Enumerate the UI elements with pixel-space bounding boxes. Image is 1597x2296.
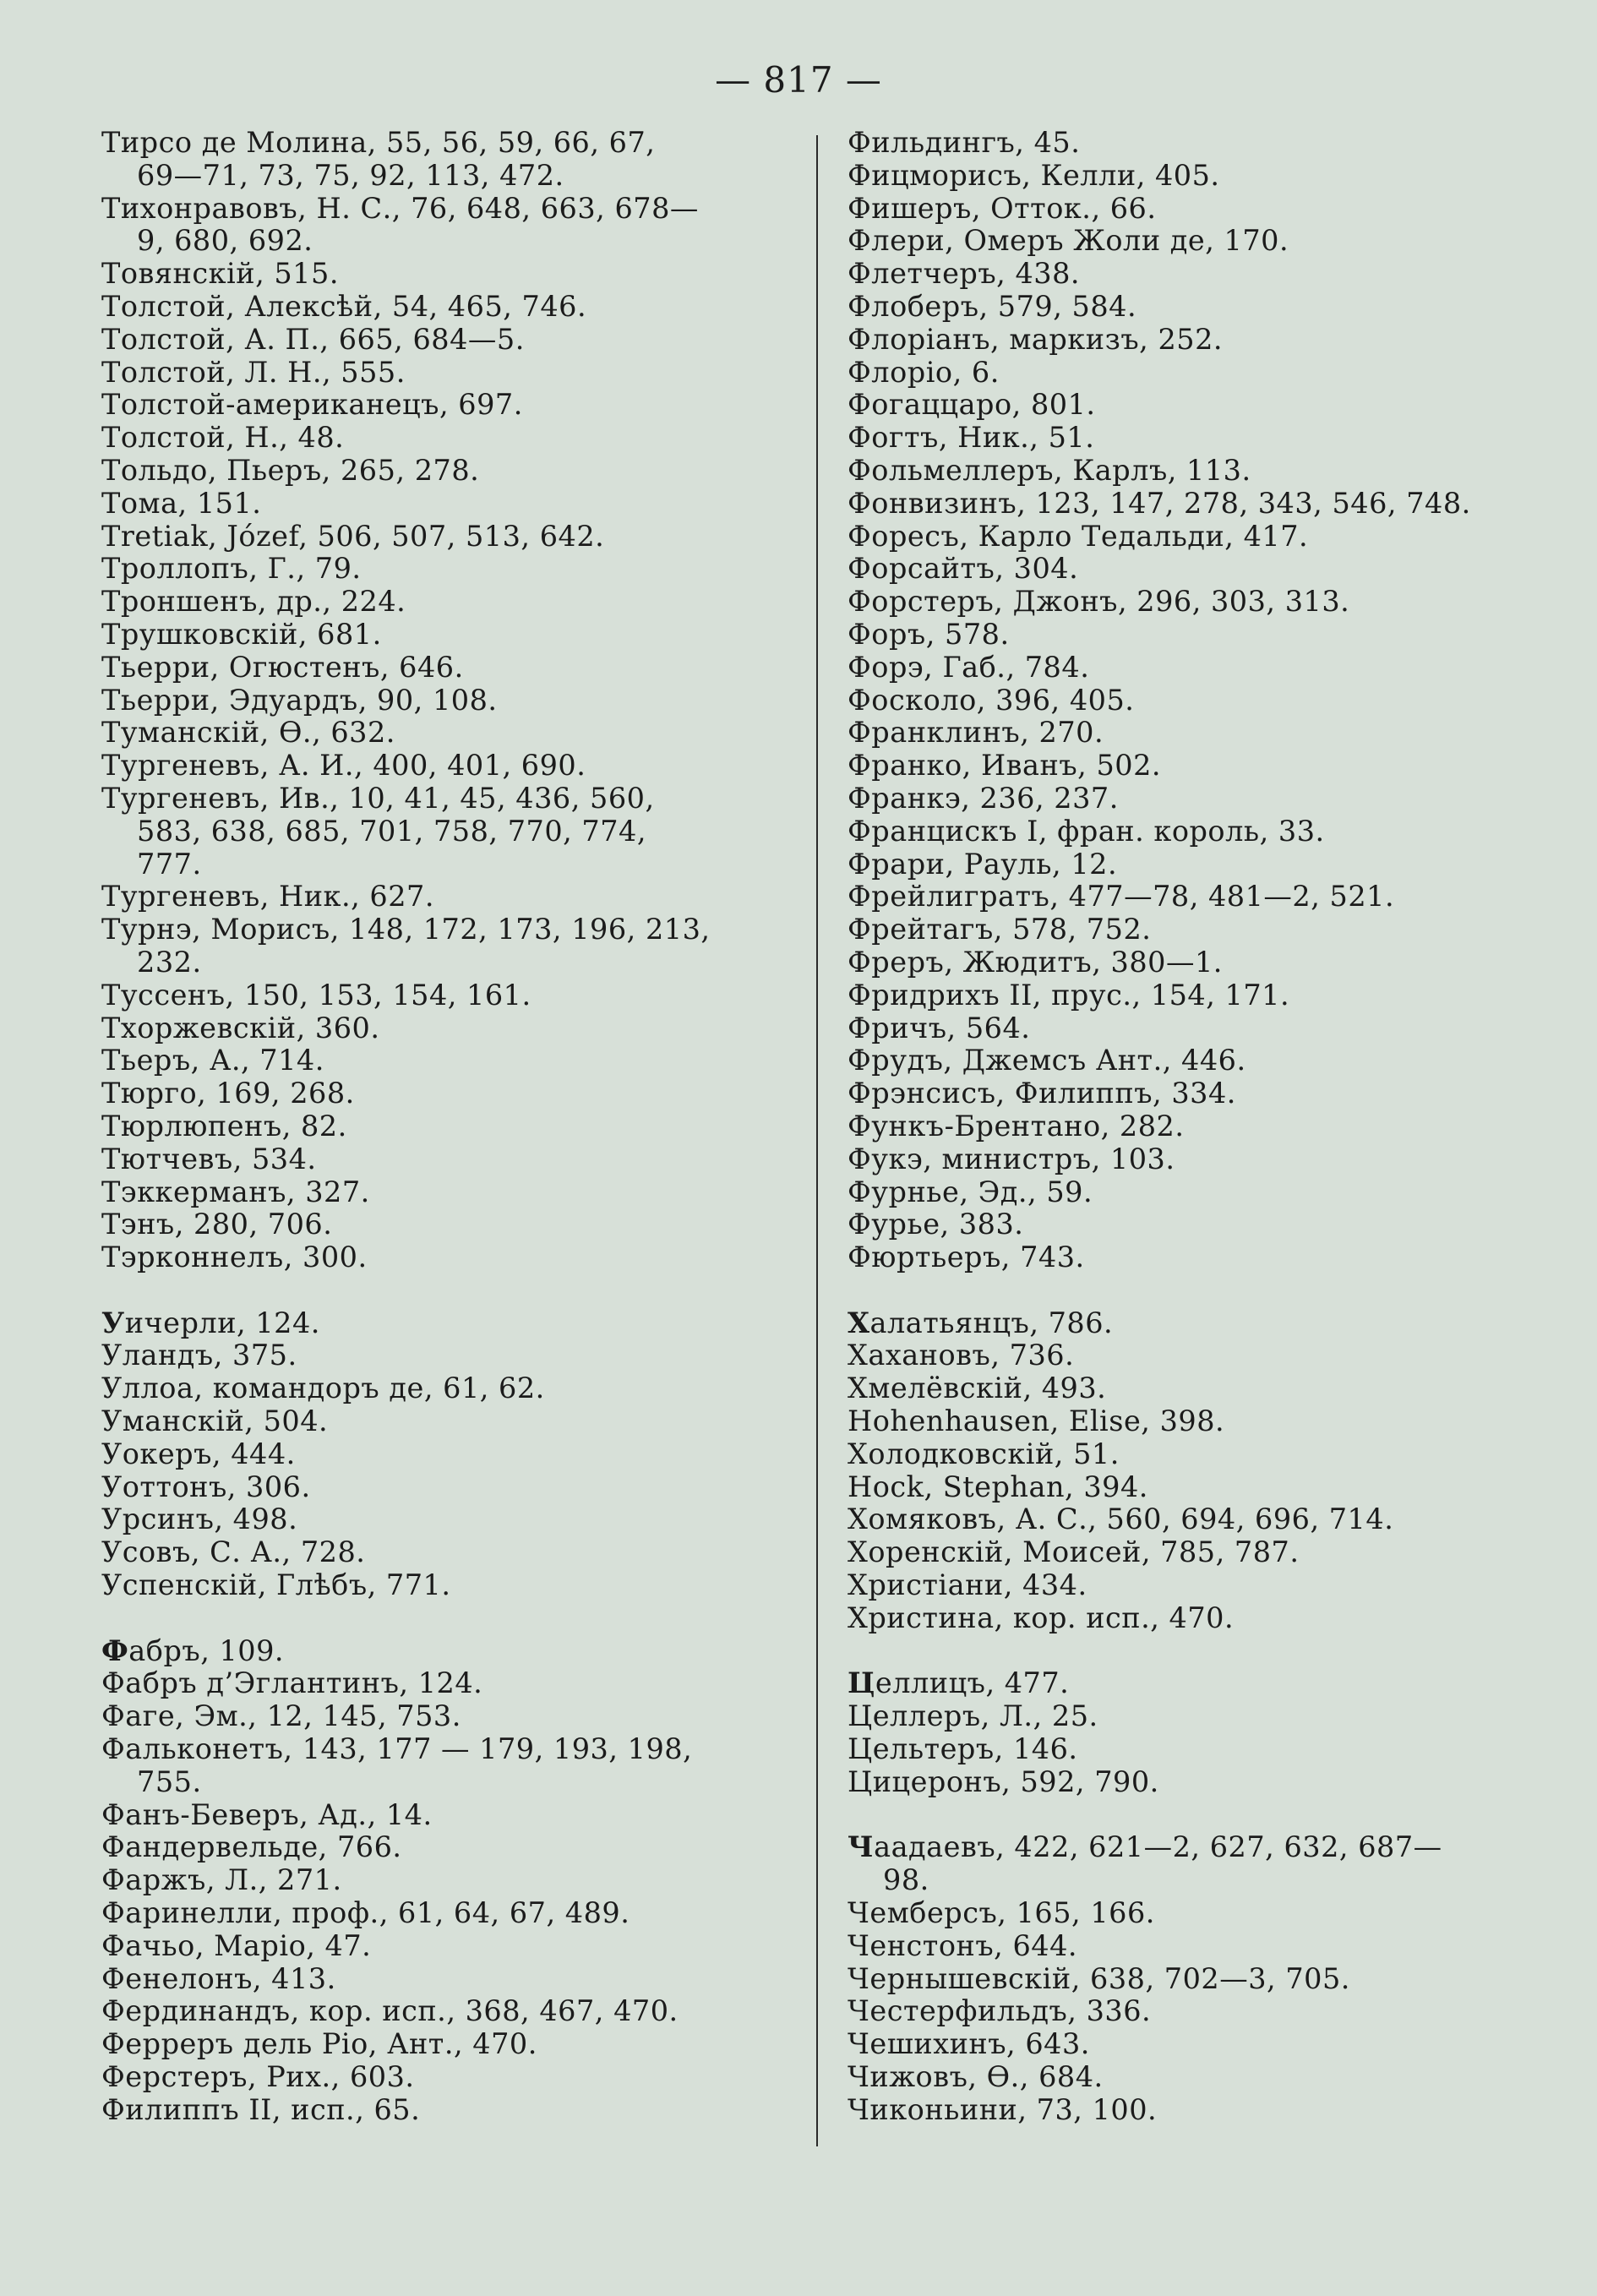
index-entry-text: алатьянцъ, 786. [869,1306,1114,1339]
index-entry: Фукэ, министръ, 103. [848,1142,1175,1175]
index-entry: Хомяковъ, А. С., 560, 694, 696, 714. [848,1502,1394,1536]
index-entry-continuation: 9, 680, 692. [137,224,313,258]
index-entry: Целлеръ, Л., 25. [848,1699,1098,1733]
index-entry: Фридрихъ II, прус., 154, 171. [848,978,1290,1012]
index-entry: Фаринелли, проф., 61, 64, 67, 489. [101,1896,630,1930]
index-entry: Hock, Stephan, 394. [848,1470,1148,1503]
section-gap [101,1602,803,1635]
index-entry: Тургеневъ, А. И., 400, 401, 690. [101,749,586,783]
section-gap [101,1274,803,1307]
index-entry: Фреръ, Жюдитъ, 380—1. [848,945,1223,979]
index-entry: Тольдо, Пьеръ, 265, 278. [101,453,480,487]
index-entry: Фицморисъ, Келли, 405. [848,158,1220,192]
index-entry [848,1307,1549,1340]
index-entry: Форесъ, Карло Тедальди, 417. [848,519,1309,553]
column-divider [816,135,818,2146]
index-entry-continuation: 777. [137,847,202,881]
index-entry: Цельтеръ, 146. [848,1732,1078,1766]
index-entry: Форсайтъ, 304. [848,552,1079,586]
index-entry: Флетчеръ, 438. [848,257,1081,291]
index-entry: Флоберъ, 579, 584. [848,289,1137,323]
index-entry: Тюрго, 169, 268. [101,1077,355,1110]
index-entry: Тэрконнелъ, 300. [101,1241,368,1274]
index-entry: Фрейтагъ, 578, 752. [848,913,1152,946]
index-entry: Фишеръ, Отток., 66. [848,191,1157,225]
index-entry: Троншенъ, др., 224. [101,585,406,619]
index-entry: Успенскій, Глѣбъ, 771. [101,1568,451,1602]
index-entry: Урсинъ, 498. [101,1502,298,1536]
index-entry: Уманскій, 504. [101,1404,329,1438]
index-entry: Форстеръ, Джонъ, 296, 303, 313. [848,585,1350,619]
index-entry: Усовъ, С. А., 728. [101,1535,366,1569]
index-entry: Христина, кор. исп., 470. [848,1601,1235,1634]
index-entry: Фурье, 383. [848,1208,1024,1241]
index-entry: Флоріо, 6. [848,355,1000,389]
index-entry: Чемберсъ, 165, 166. [848,1896,1155,1930]
section-initial-letter: Х [848,1306,870,1339]
index-entry: Франклинъ, 270. [848,716,1104,750]
index-entry-continuation: 98. [883,1863,929,1897]
index-entry: Турнэ, Морисъ, 148, 172, 173, 196, 213, [101,913,711,946]
index-column-right [848,127,1549,2127]
index-entry: Уландъ, 375. [101,1339,297,1372]
index-entry: Чернышевскій, 638, 702—3, 705. [848,1961,1350,1995]
index-entry: Флоріанъ, маркизъ, 252. [848,322,1224,356]
index-entry: Фюртьеръ, 743. [848,1241,1085,1274]
index-entry: Фачьо, Маріо, 47. [101,1928,372,1962]
index-column-left [101,127,803,2127]
index-entry: Франкэ, 236, 237. [848,781,1119,815]
index-entry: Флери, Омеръ Жоли де, 170. [848,224,1289,258]
index-entry: Честерфильдъ, 336. [848,1994,1152,2028]
index-entry: Филиппъ II, исп., 65. [101,2092,421,2126]
index-entry: Тьерри, Эдуардъ, 90, 108. [101,683,498,717]
index-entry: Туманскій, Ѳ., 632. [101,716,395,750]
index-entry-continuation: 583, 638, 685, 701, 758, 770, 774, [137,814,647,848]
index-entry: Фильдингъ, 45. [848,126,1081,159]
index-entry: Цицеронъ, 592, 790. [848,1764,1159,1798]
index-entry: Тхоржевскій, 360. [101,1011,380,1044]
index-entry: Ферреръ дель Ріо, Ант., 470. [101,2027,537,2061]
index-entry: Фрэнсисъ, Филиппъ, 334. [848,1077,1236,1110]
index-entry: Фанъ-Беверъ, Ад., 14. [101,1797,433,1831]
index-entry-text: абръ, 109. [128,1633,285,1667]
index-entry: Троллопъ, Г., 79. [101,552,362,586]
index-entry: Трушковскій, 681. [101,617,382,651]
index-entry: Тирсо де Молина, 55, 56, 59, 66, 67, [101,126,656,159]
index-entry: Hohenhausen, Elise, 398. [848,1404,1225,1438]
index-entry: Фандервельде, 766. [101,1830,402,1864]
index-entry: Функъ-Брентано, 282. [848,1109,1185,1143]
index-entry: Фонвизинъ, 123, 147, 278, 343, 546, 748. [848,486,1471,520]
index-entry: Францискъ I, фран. король, 33. [848,814,1325,848]
index-entry: Толстой-американецъ, 697. [101,388,523,422]
section-gap [848,1635,1549,1668]
index-entry: Фричъ, 564. [848,1011,1031,1044]
index-entry: Фогаццаро, 801. [848,388,1096,422]
index-entry: Тэккерманъ, 327. [101,1175,370,1208]
index-entry: Хахановъ, 736. [848,1339,1075,1372]
index-entry: Холодковскій, 51. [848,1437,1120,1470]
index-entry-text: аадаевъ, 422, 621—2, 627, 632, 687— [874,1830,1442,1864]
index-entry-text: ичерли, 124. [124,1306,320,1339]
index-entry: Фенелонъ, 413. [101,1961,336,1995]
index-entry: Уокеръ, 444. [101,1437,296,1470]
index-entry: Хмелёвскій, 493. [848,1372,1107,1405]
index-entry-continuation: 755. [137,1764,202,1798]
index-entry: Фрейлигратъ, 477—78, 481—2, 521. [848,880,1395,913]
index-entry: Христіани, 434. [848,1568,1087,1602]
index-entry: Уоттонъ, 306. [101,1470,311,1503]
index-entry: Тьеръ, А., 714. [101,1044,324,1077]
section-initial-letter: У [101,1306,125,1339]
section-initial-letter: Ф [101,1633,129,1667]
index-entry: Фольмеллеръ, Карлъ, 113. [848,453,1251,487]
index-entry: Ферстеръ, Рих., 603. [101,2060,415,2094]
index-entry: Толстой, А. П., 665, 684—5. [101,322,525,356]
index-entry: Форъ, 578. [848,617,1010,651]
index-entry: Туссенъ, 150, 153, 154, 161. [101,978,531,1012]
index-entry: Толстой, Л. Н., 555. [101,355,406,389]
index-entry-continuation: 232. [137,945,202,979]
index-entry: Тюрлюпенъ, 82. [101,1109,347,1143]
index-entry [101,1635,803,1668]
index-entry: Тьерри, Огюстенъ, 646. [101,650,464,684]
index-entry: Толстой, Алексѣй, 54, 465, 746. [101,289,587,323]
index-entry: Фаге, Эм., 12, 145, 753. [101,1699,461,1733]
index-entry [848,1831,1549,1864]
index-entry: Фурнье, Эд., 59. [848,1175,1093,1208]
section-initial-letter: Ц [848,1666,875,1700]
index-entry: Товянскій, 515. [101,257,339,291]
page-number: — 817 — [715,59,882,101]
index-entry: Чижовъ, Ѳ., 684. [848,2060,1104,2094]
section-gap [848,1274,1549,1307]
index-entry: Tretiak, Józef, 506, 507, 513, 642. [101,519,605,553]
index-entry: Уллоа, командоръ де, 61, 62. [101,1372,545,1405]
index-entry: Франко, Иванъ, 502. [848,749,1162,783]
index-entry-text: еллицъ, 477. [875,1666,1070,1700]
index-entry: Чешихинъ, 643. [848,2027,1090,2061]
index-entry: Чиконьини, 73, 100. [848,2092,1158,2126]
index-entry: Ченстонъ, 644. [848,1928,1078,1962]
section-initial-letter: Ч [848,1830,875,1864]
index-entry: Тургеневъ, Ник., 627. [101,880,435,913]
index-entry: Толстой, Н., 48. [101,421,345,455]
index-entry: Фаржъ, Л., 271. [101,1863,342,1897]
index-entry [101,1307,803,1340]
index-entry: Хоренскій, Моисей, 785, 787. [848,1535,1300,1569]
index-entry: Тургеневъ, Ив., 10, 41, 45, 436, 560, [101,781,655,815]
index-entry: Тэнъ, 280, 706. [101,1208,333,1241]
index-entry-continuation: 69—71, 73, 75, 92, 113, 472. [137,158,564,192]
section-gap [848,1799,1549,1832]
index-entry: Фрудъ, Джемсъ Ант., 446. [848,1044,1246,1077]
index-entry: Фрари, Рауль, 12. [848,847,1118,881]
index-entry: Тома, 151. [101,486,262,520]
index-entry [848,1667,1549,1700]
index-entry: Тютчевъ, 534. [101,1142,317,1175]
index-entry: Фабръ д’Эглантинъ, 124. [101,1666,483,1700]
index-entry: Фальконетъ, 143, 177 — 179, 193, 198, [101,1732,693,1766]
index-entry: Фердинандъ, кор. исп., 368, 467, 470. [101,1994,679,2028]
index-entry: Форэ, Габ., 784. [848,650,1090,684]
index-entry: Фогтъ, Ник., 51. [848,421,1095,455]
index-entry: Фосколо, 396, 405. [848,683,1135,717]
index-entry: Тихонравовъ, Н. С., 76, 648, 663, 678— [101,191,699,225]
